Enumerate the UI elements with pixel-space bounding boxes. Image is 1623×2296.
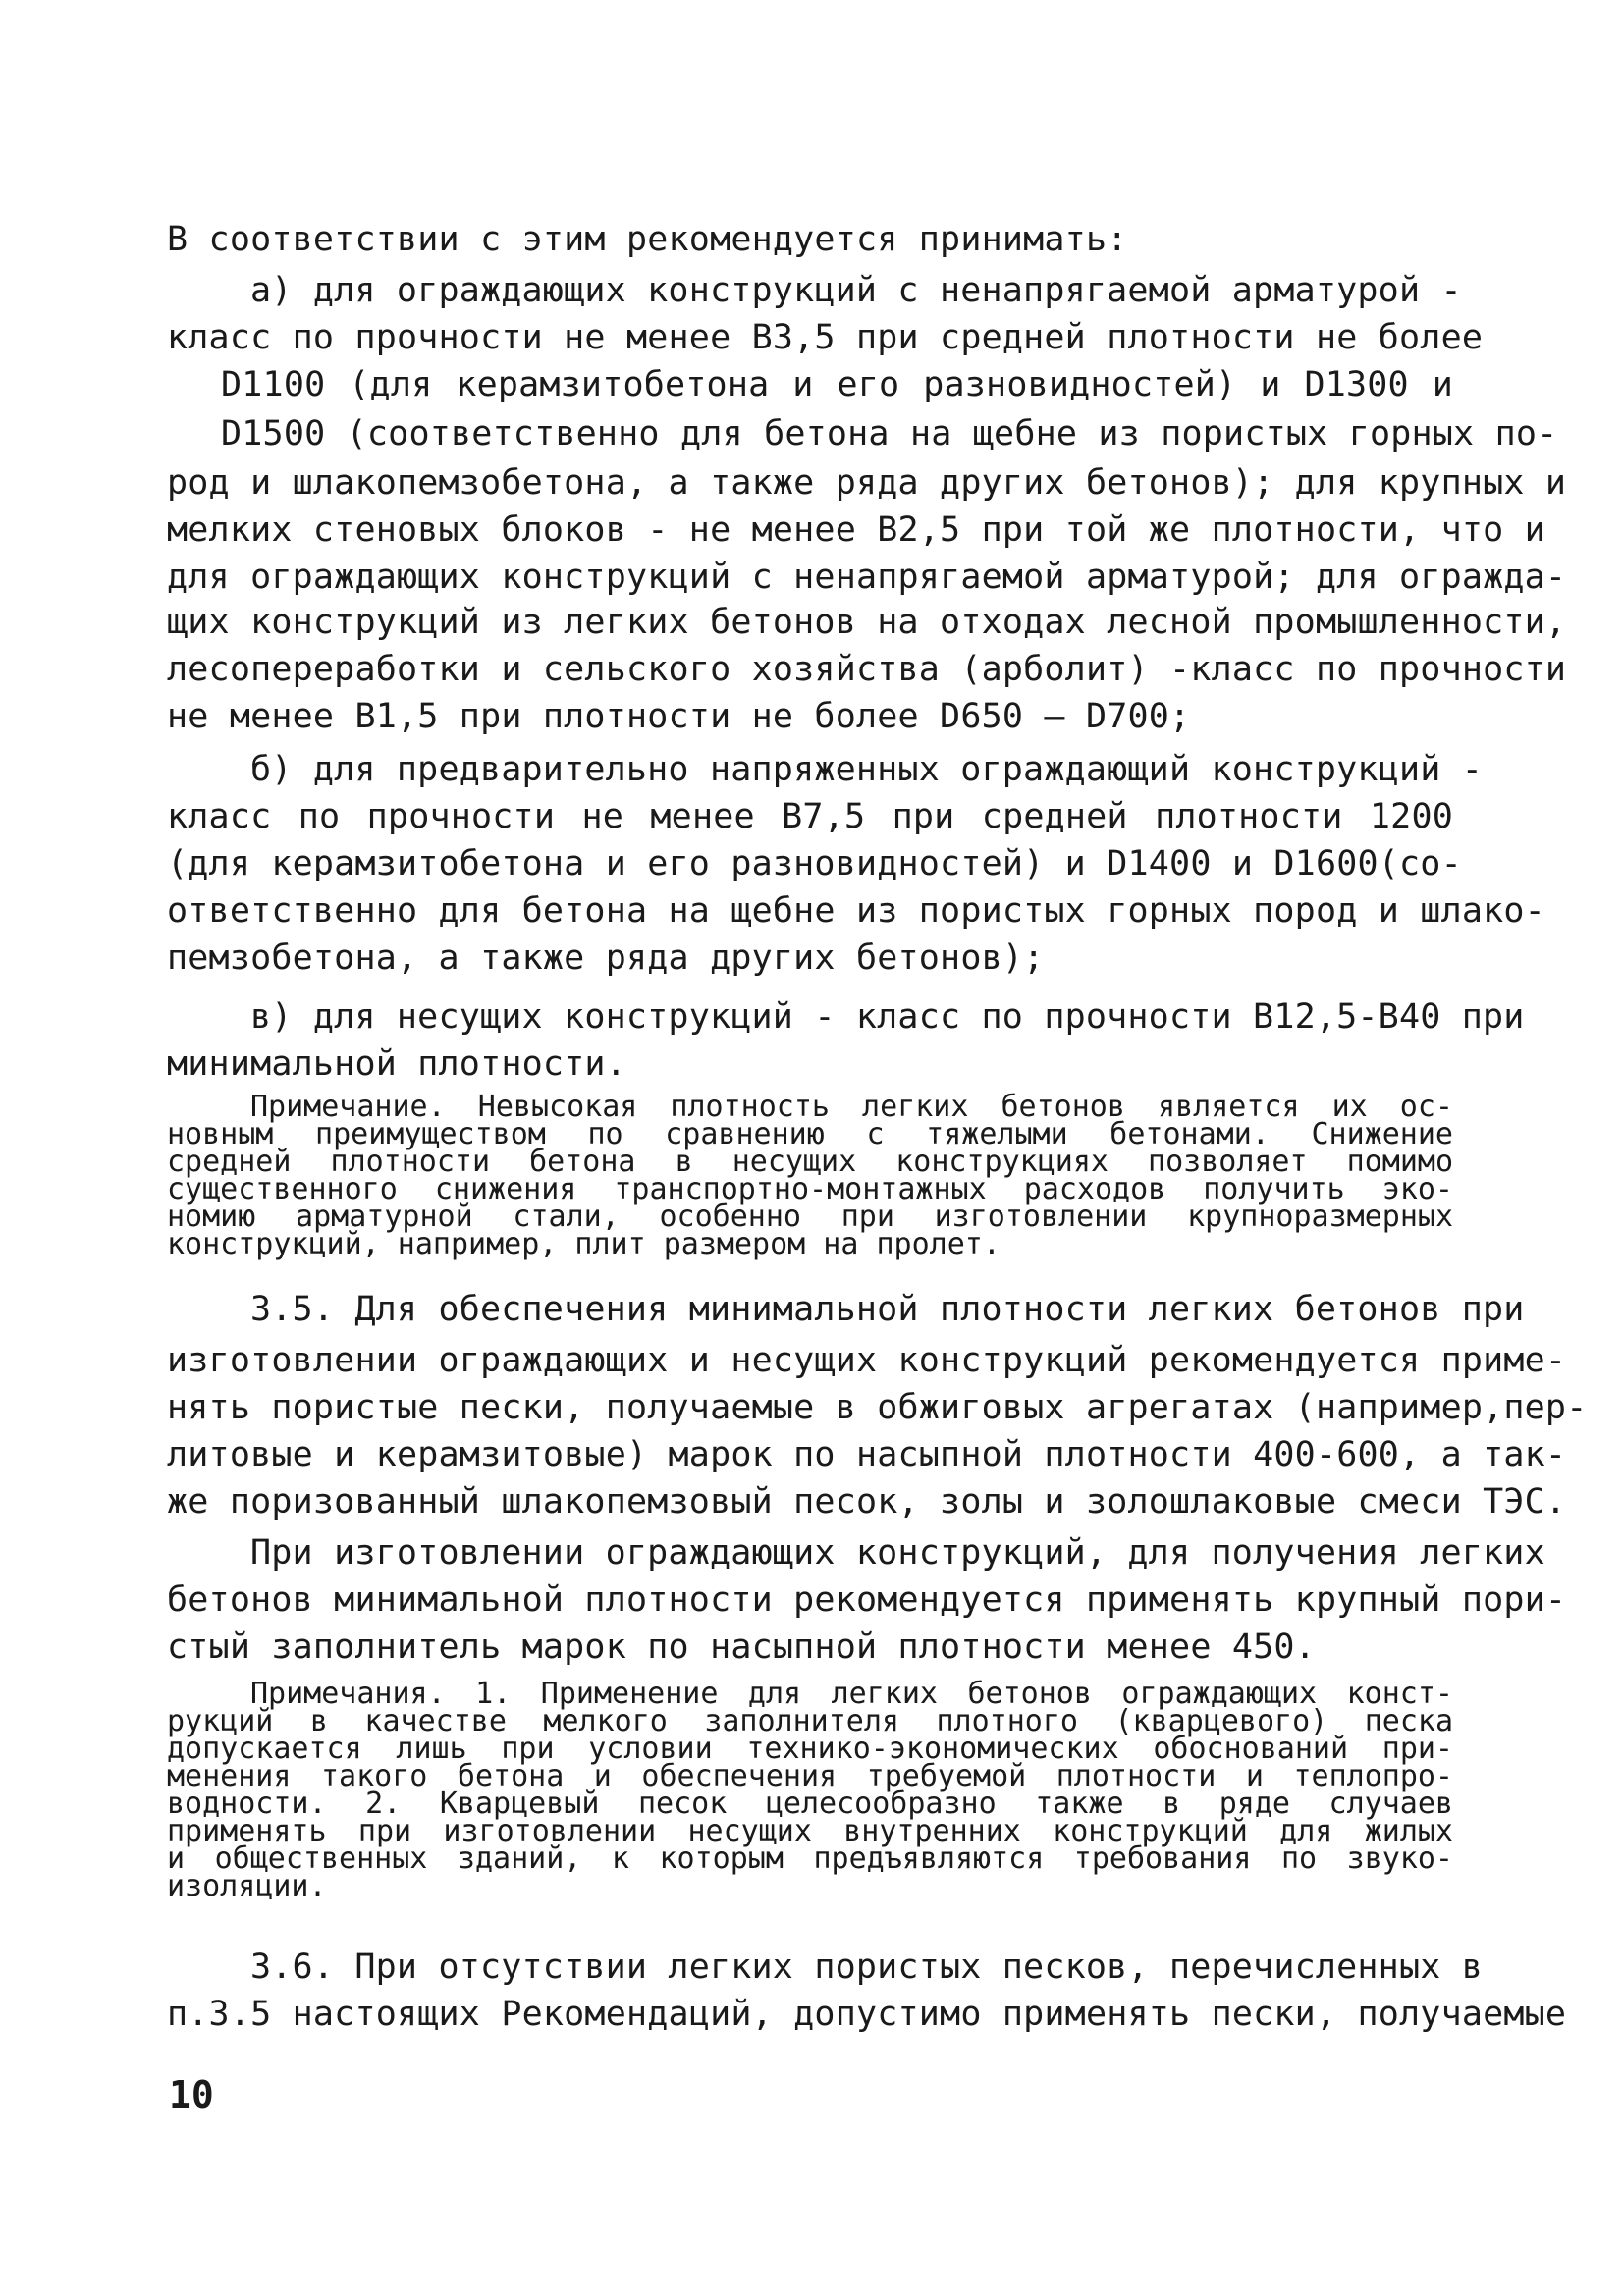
note-line: существенного снижения транспортно-монтажных расходов получить эко- xyxy=(167,1172,1453,1206)
text-line: не менее В1,5 при плотности не более D650 – D700; xyxy=(167,697,1191,736)
note-line: рукций в качестве мелкого заполнителя плотного (кварцевого) песка xyxy=(167,1704,1453,1738)
note-line: Примечания. 1. Применение для легких бетонов ограждающих конст- xyxy=(250,1677,1453,1711)
text-line: для ограждающих конструкций с ненапрягаемой арматурой; для огражда- xyxy=(167,558,1567,597)
note-line: конструкций, например, плит размером на пролет. xyxy=(167,1227,1001,1261)
text-line: а) для ограждающих конструкций с ненапрягаемой арматурой - xyxy=(250,271,1462,310)
text-line: мелких стеновых блоков - не менее В2,5 при той же плотности, что и xyxy=(167,510,1545,550)
text-line: класс по прочности не менее В7,5 при средней плотности 1200 xyxy=(167,797,1453,836)
text-line: ответственно для бетона на щебне из пористых горных пород и шлако- xyxy=(167,891,1545,931)
note-line: применять при изготовлении несущих внутренних конструкций для жилых xyxy=(167,1814,1453,1848)
text-line: 3.5. Для обеспечения минимальной плотности легких бетонов при xyxy=(250,1290,1525,1329)
text-line: минимальной плотности. xyxy=(167,1044,626,1084)
text-line: D1100 (для керамзитобетона и его разновидностей) и D1300 и xyxy=(221,365,1453,404)
text-line: бетонов минимальной плотности рекомендуется применять крупный пори- xyxy=(167,1580,1567,1620)
note-line: менения такого бетона и обеспечения требуемой плотности и теплопро- xyxy=(167,1759,1453,1793)
text-line: 3.6. При отсутствии легких пористых песков, перечисленных в xyxy=(250,1948,1484,1987)
note-line: Примечание. Невысокая плотность легких бетонов является их ос- xyxy=(250,1090,1453,1124)
page-number: 10 xyxy=(169,2073,214,2116)
text-line: б) для предварительно напряженных ограждающий конструкций - xyxy=(250,750,1484,789)
text-line: D1500 (соответственно для бетона на щебне из пористых горных по- xyxy=(221,414,1558,454)
text-line: щих конструкций из легких бетонов на отходах лесной промышленности, xyxy=(167,603,1567,642)
note-line: изоляции. xyxy=(167,1869,327,1903)
text-line: литовые и керамзитовые) марок по насыпной плотности 400-600, а так- xyxy=(167,1435,1567,1474)
text-line: класс по прочности не менее В3,5 при средней плотности не более xyxy=(167,318,1484,357)
note-line: номию арматурной стали, особенно при изготовлении крупноразмерных xyxy=(167,1200,1453,1234)
text-line: стый заполнитель марок по насыпной плотности менее 450. xyxy=(167,1628,1316,1667)
note-line: новным преимуществом по сравнению с тяжелыми бетонами. Снижение xyxy=(167,1117,1453,1151)
note-line: водности. 2. Кварцевый песок целесообразно также в ряде случаев xyxy=(167,1787,1453,1821)
text-line: (для керамзитобетона и его разновидностей) и D1400 и D1600(со- xyxy=(167,844,1462,883)
text-line: изготовлении ограждающих и несущих конструкций рекомендуется приме- xyxy=(167,1341,1567,1380)
text-line: род и шлакопемзобетона, а также ряда других бетонов); для крупных и xyxy=(167,463,1567,503)
note-line: средней плотности бетона в несущих конструкциях позволяет помимо xyxy=(167,1145,1453,1179)
note-line: допускается лишь при условии технико-экономических обоснований при- xyxy=(167,1732,1453,1766)
text-line: лесопереработки и сельского хозяйства (арболит) -класс по прочности xyxy=(167,650,1567,689)
text-line: В соответствии с этим рекомендуется принимать: xyxy=(167,220,1128,259)
text-line: п.3.5 настоящих Рекомендаций, допустимо применять пески, получаемые xyxy=(167,1995,1567,2034)
text-line: При изготовлении ограждающих конструкций, для получения легких xyxy=(250,1533,1545,1573)
text-line: же поризованный шлакопемзовый песок, золы и золошлаковые смеси ТЭС. xyxy=(167,1482,1567,1522)
text-line: пемзобетона, а также ряда других бетонов); xyxy=(167,938,1045,978)
text-line: нять пористые пески, получаемые в обжиговых агрегатах (например,пер- xyxy=(167,1388,1588,1427)
text-line: в) для несущих конструкций - класс по прочности В12,5-В40 при xyxy=(250,997,1525,1037)
note-line: и общественных зданий, к которым предъявляются требования по звуко- xyxy=(167,1842,1453,1876)
